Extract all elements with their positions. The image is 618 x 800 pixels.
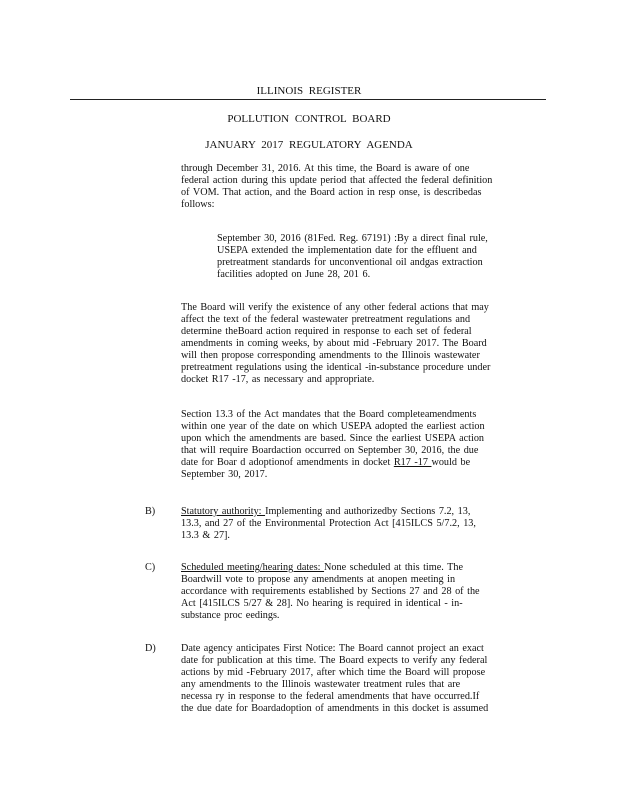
section-13-3-paragraph — [181, 409, 532, 481]
item-line: substance proc eedings. — [181, 610, 280, 621]
quote-line: facilities adopted on June 28, 201 6. — [217, 269, 371, 280]
section-line: Section 13.3 of the Act mandates that the Board completeamendments — [181, 409, 477, 420]
first-notice-paragraph — [181, 643, 532, 715]
statutory-authority-paragraph — [181, 506, 532, 542]
quote-line: September 30, 2016 (81Fed. Reg. 67191) :By a direct final rule, — [217, 233, 488, 244]
verify-line: determine theBoard action required in response to each set of federal — [181, 326, 472, 337]
item-line: accordance with requirements established by Sections 27 and 28 of the — [181, 586, 480, 597]
item-text: Implementing and authorizedby Sections 7.2, 13, — [265, 506, 471, 517]
verify-line: affect the text of the federal wastewater pretreatment regulations and — [181, 314, 471, 325]
federal-action-quote — [217, 233, 522, 281]
agenda-title: JANUARY 2017 REGULATORY AGENDA — [205, 139, 413, 151]
scheduled-meeting-heading: Scheduled meeting/hearing dates: — [181, 562, 325, 573]
scheduled-meeting-paragraph — [181, 562, 532, 622]
verify-line: pretreatment regulations using the identical -in-substance procedure under — [181, 362, 491, 373]
quote-line: USEPA extended the implementation date for the effluent and — [217, 245, 477, 256]
item-label-c: C) — [145, 562, 156, 573]
verify-line: docket R17 -17, as necessary and appropriate. — [181, 374, 375, 385]
item-line — [181, 562, 532, 574]
verify-paragraph — [181, 302, 532, 386]
item-line: Boardwill vote to propose any amendments at anopen meeting in — [181, 574, 456, 585]
item-label-b: B) — [145, 506, 156, 517]
section-line: September 30, 2017. — [181, 469, 268, 480]
intro-paragraph — [181, 163, 532, 211]
section-line — [181, 457, 532, 469]
section-line: that will require Boardaction occurred on September 30, 2016, the due — [181, 445, 479, 456]
intro-line: follows: — [181, 199, 215, 210]
header-rule — [70, 99, 546, 100]
quote-line: pretreatment standards for unconventional oil andgas extraction — [217, 257, 483, 268]
item-line: 13.3 & 27]. — [181, 530, 230, 541]
intro-line: through December 31, 2016. At this time, the Board is aware of one — [181, 163, 470, 174]
section-line: upon which the amendments are based. Since the earliest USEPA action — [181, 433, 485, 444]
item-line: any amendments to the Illinois wastewater treatment rules that are — [181, 679, 461, 690]
statutory-authority-heading: Statutory authority: — [181, 506, 266, 517]
section-line-text: would be — [431, 457, 471, 468]
verify-line: will then propose corresponding amendments to the Illinois wastewater — [181, 350, 480, 361]
board-name: POLLUTION CONTROL BOARD — [227, 113, 391, 125]
register-title: ILLINOIS REGISTER — [256, 85, 362, 97]
item-line: the due date for Boardadoption of amendments in this docket is assumed — [181, 703, 489, 714]
item-line: Date agency anticipates First Notice: The Board cannot project an exact — [181, 643, 484, 654]
item-line: date for publication at this time. The Board expects to verify any federal — [181, 655, 488, 666]
item-label-d: D) — [145, 643, 156, 654]
item-line: Act [415ILCS 5/27 & 28]. No hearing is required in identical - in- — [181, 598, 463, 609]
item-line: actions by mid -February 2017, after which time the Board will propose — [181, 667, 486, 678]
intro-line: of VOM. That action, and the Board action in resp onse, is describedas — [181, 187, 482, 198]
item-text: None scheduled at this time. The — [324, 562, 463, 573]
item-line: 13.3, and 27 of the Environmental Protection Act [415ILCS 5/7.2, 13, — [181, 518, 476, 529]
verify-line: amendments in coming weeks, by about mid -February 2017. The Board — [181, 338, 487, 349]
verify-line: The Board will verify the existence of any other federal actions that may — [181, 302, 489, 313]
item-line — [181, 506, 532, 518]
section-line-text: date for Boar d adoptionof amendments in docket — [181, 457, 394, 468]
docket-number: R17 -17 — [393, 457, 432, 468]
section-line: within one year of the date on which USEPA adopted the earliest action — [181, 421, 485, 432]
intro-line: federal action during this update period that affected the federal definition — [181, 175, 493, 186]
item-line: necessa ry in response to the federal amendments that have occurred.If — [181, 691, 480, 702]
